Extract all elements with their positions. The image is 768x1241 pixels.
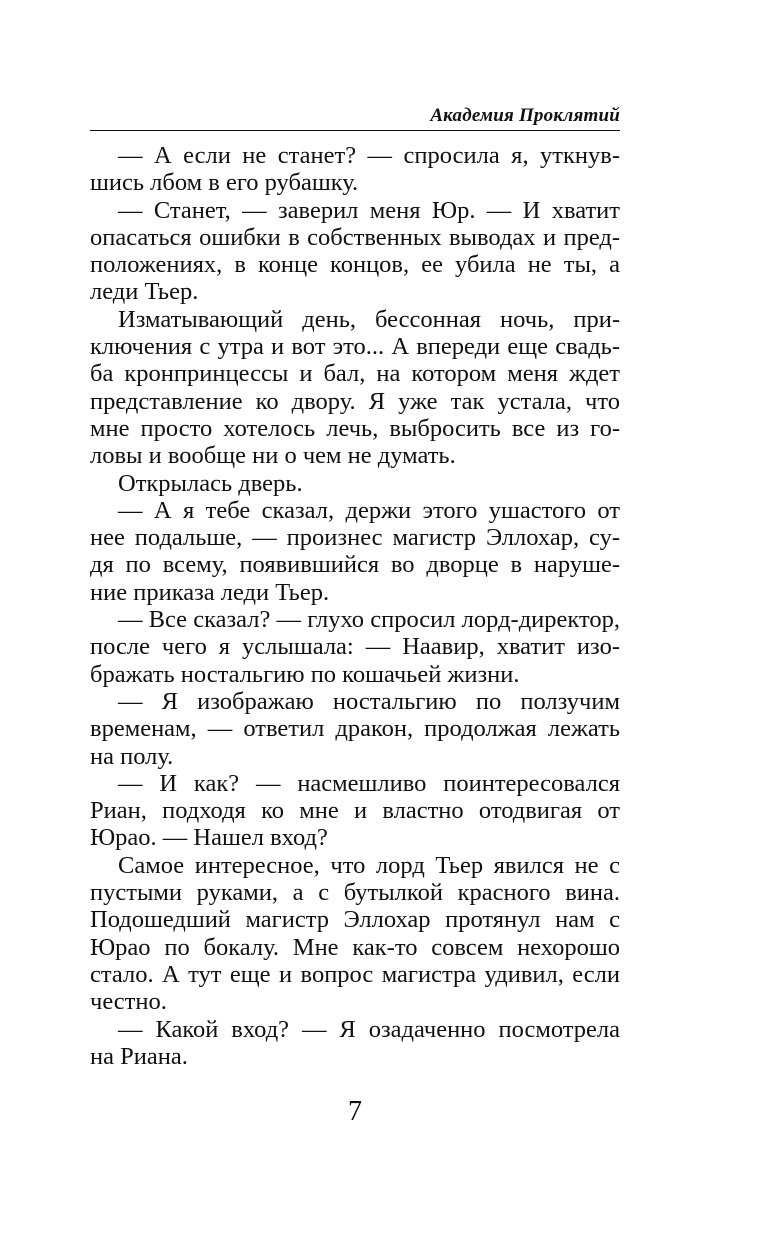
text-line: временам, — ответил дракон, продолжая лежать <box>90 715 620 743</box>
text-line: ключения с утра и вот это... А впереди еще свадь- <box>90 333 620 361</box>
text-line: положениях, в конце концов, ее убила не ты, а <box>90 251 620 279</box>
text-line: нее подальше, — произнес магистр Эллохар, су- <box>90 524 620 552</box>
text-line: дя по всему, появившийся во дворце в наруше- <box>90 551 620 579</box>
text-line: Самое интересное, что лорд Тьер явился не с <box>118 851 620 879</box>
text-line: мне просто хотелось лечь, выбросить все из го- <box>90 414 620 442</box>
text-line: Изматывающий день, бессонная ночь, при- <box>118 305 620 333</box>
text-line: — А я тебе сказал, держи этого ушастого от <box>118 496 620 524</box>
text-line: на полу. <box>90 742 174 770</box>
text-line: Подошедший магистр Эллохар протянул нам с <box>90 906 620 934</box>
text-line: Юрао по бокалу. Мне как-то совсем нехорошо <box>90 933 620 961</box>
text-line: Риан, подходя ко мне и властно отодвигая от <box>90 797 620 825</box>
text-line: — Какой вход? — Я озадаченно посмотрела <box>118 1015 620 1043</box>
text-line: ба кронпринцессы и бал, на котором меня ждет <box>90 360 620 388</box>
text-line: опасаться ошибки в собственных выводах и пред- <box>90 223 620 251</box>
text-line: на Риана. <box>90 1042 188 1070</box>
text-line: представление ко двору. Я уже так устала, что <box>90 387 620 415</box>
running-head: Академия Проклятий <box>430 105 620 126</box>
text-line: пустыми руками, а с бутылкой красного вина. <box>90 879 620 907</box>
text-line: — И как? — насмешливо поинтересовался <box>118 769 620 797</box>
text-line: Юрао. — Нашел вход? <box>90 824 328 852</box>
text-line: — Я изображаю ностальгию по ползучим <box>118 687 620 715</box>
header-rule <box>90 130 620 131</box>
text-line: ловы и вообще ни о чем не думать. <box>90 442 456 470</box>
text-line: ние приказа леди Тьер. <box>90 578 330 606</box>
body-text <box>90 142 620 1070</box>
text-line: — Станет, — заверил меня Юр. — И хватит <box>118 196 620 224</box>
text-line: Открылась дверь. <box>118 469 303 497</box>
text-line: после чего я услышала: — Наавир, хватит изо- <box>90 633 620 661</box>
text-line: стало. А тут еще и вопрос магистра удивил, если <box>90 960 620 988</box>
text-line: шись лбом в его рубашку. <box>90 169 359 197</box>
text-line: честно. <box>90 988 167 1016</box>
text-line: — Все сказал? — глухо спросил лорд-директор, <box>118 606 620 634</box>
text-line: бражать ностальгию по кошачьей жизни. <box>90 660 520 688</box>
text-line: — А если не станет? — спросила я, уткнув- <box>118 142 620 169</box>
page-number: 7 <box>348 1096 362 1127</box>
text-line: леди Тьер. <box>90 278 199 306</box>
